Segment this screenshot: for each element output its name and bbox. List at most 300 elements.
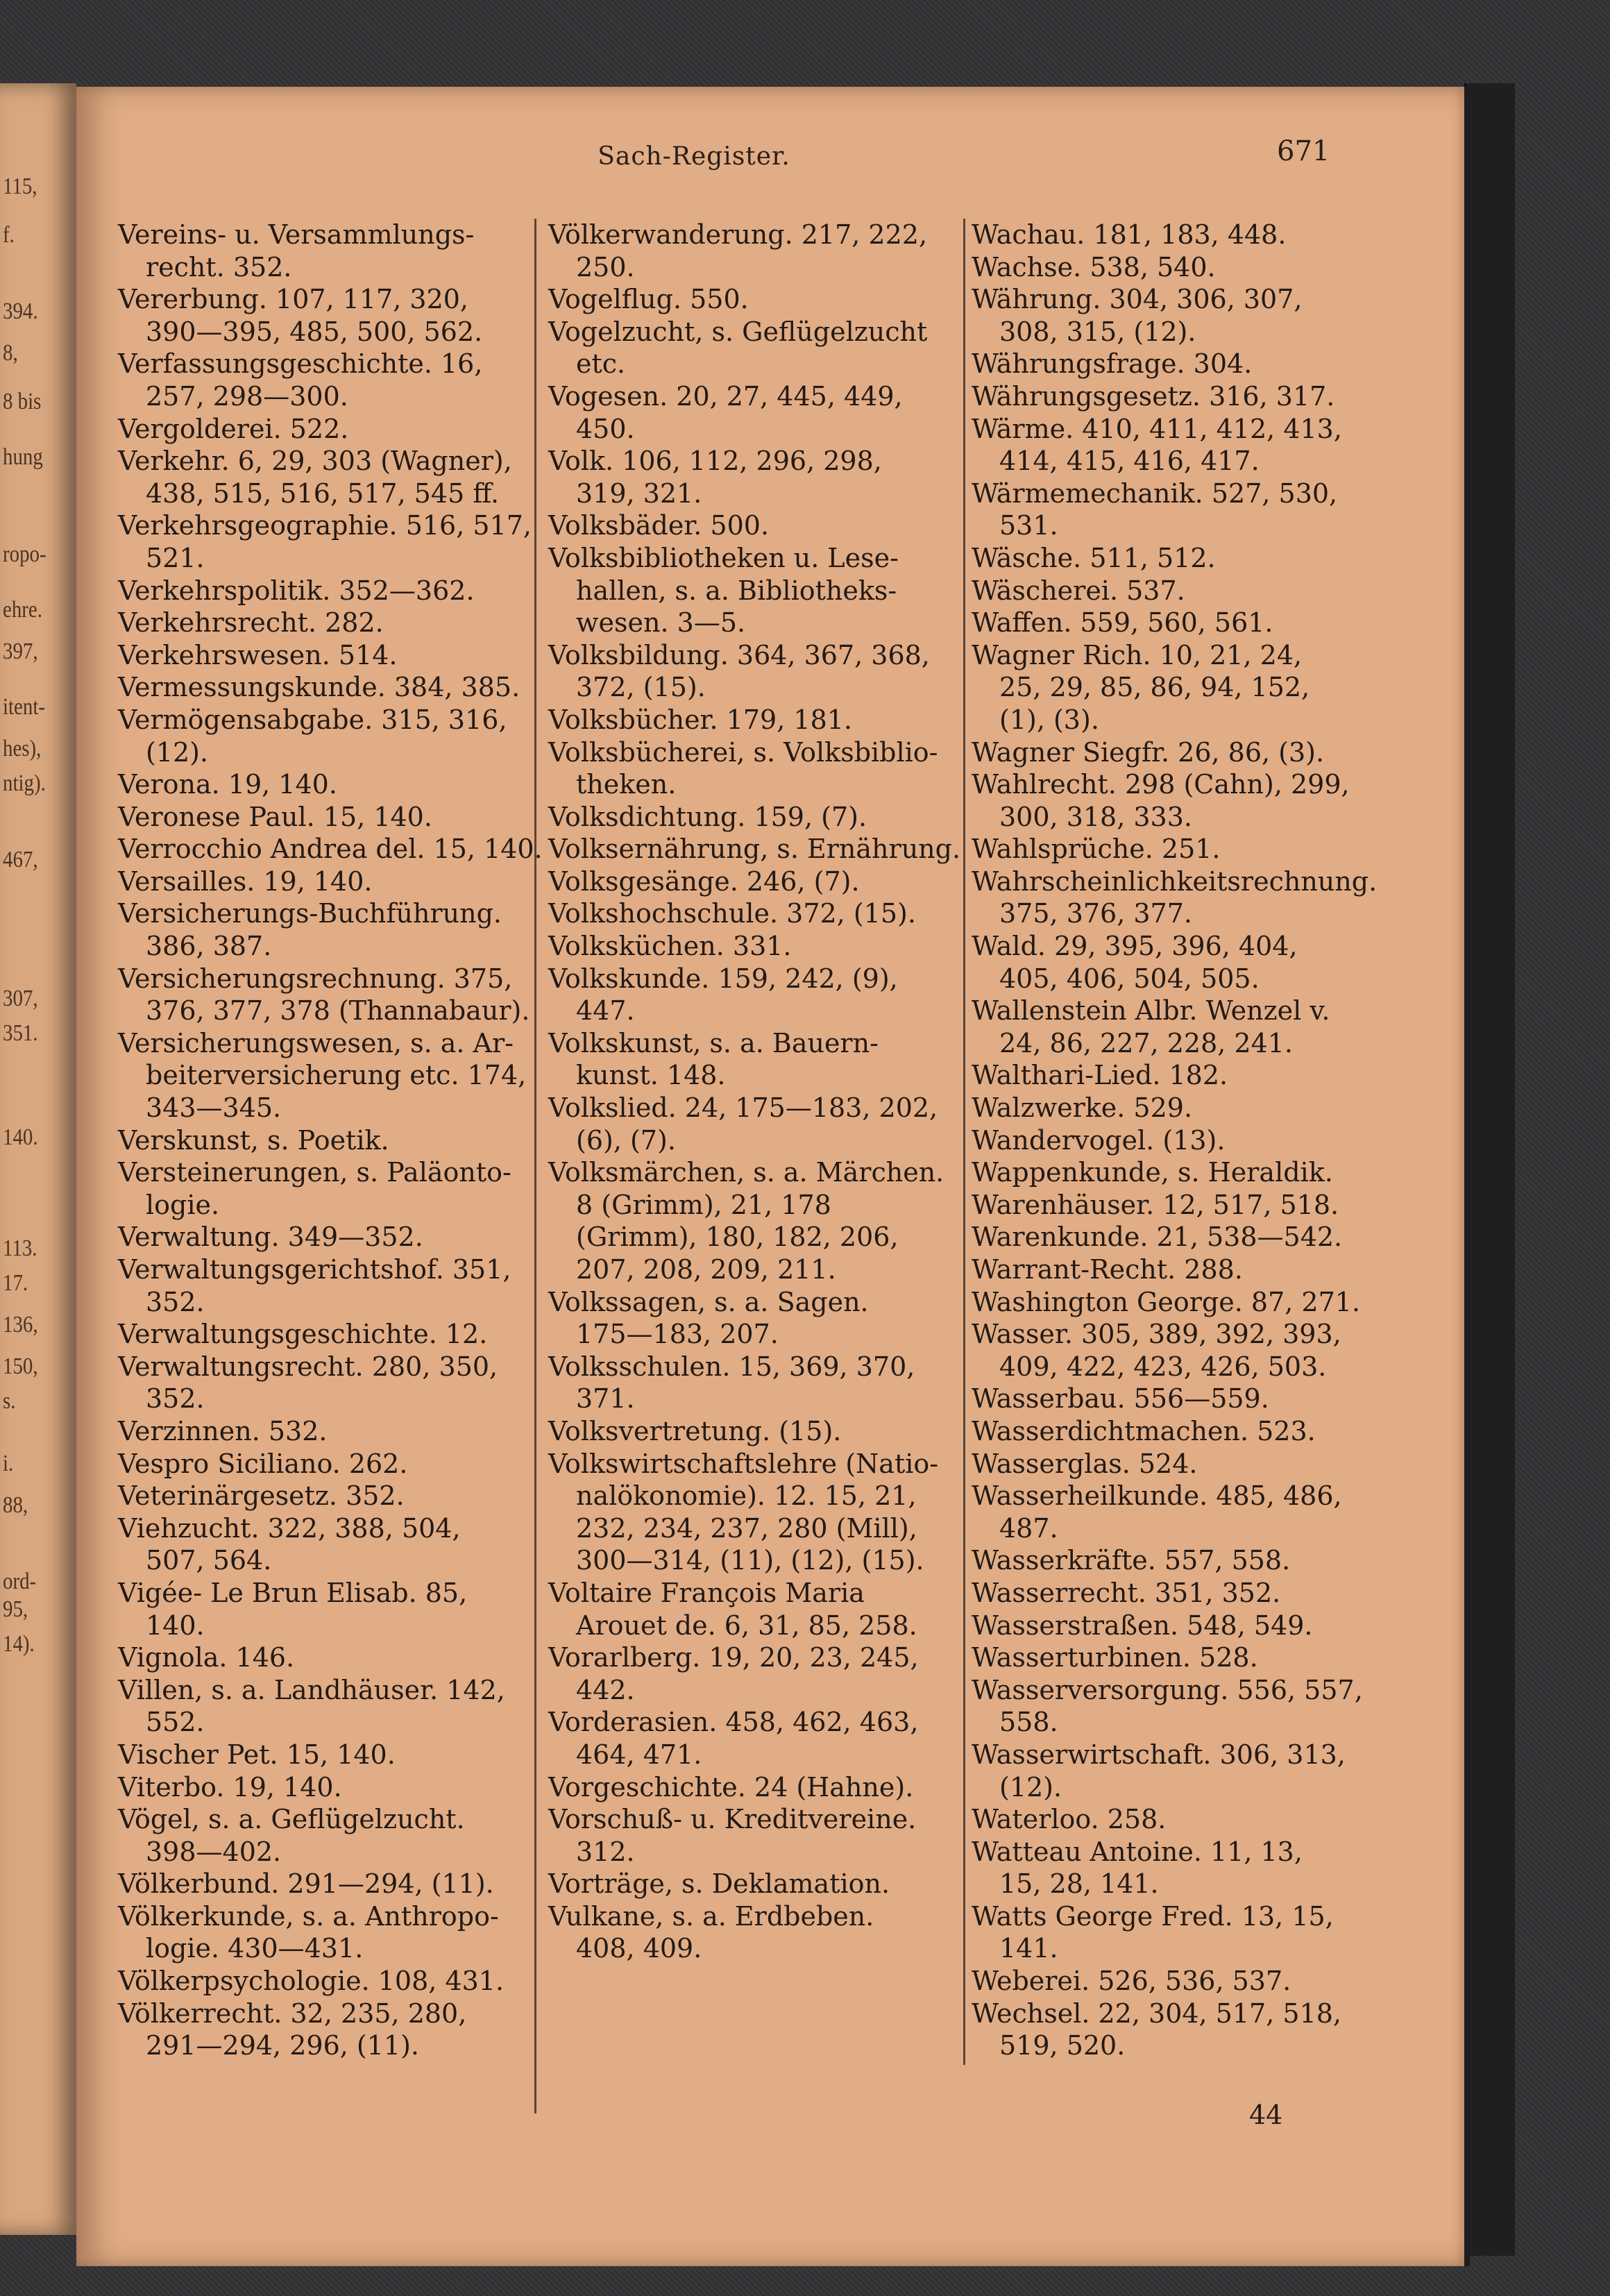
previous-page-fragment: 88, [3,1492,28,1518]
column-rule-right [963,219,965,2065]
index-entry-continuation: 319, 321. [576,478,702,509]
index-entry-term: Watteau Antoine. 11, 13, [972,1836,1303,1867]
index-entry-term: Verkehr. 6, 29, 303 (Wagner), [118,446,512,477]
index-entry-term: Vorderasien. 458, 462, 463, [548,1707,919,1738]
previous-page-fragment: 394. [3,298,38,324]
index-entry-continuation: 450. [576,413,635,444]
previous-page-fragment: 113. [3,1235,37,1261]
index-entry-term: Verkehrswesen. 514. [118,639,398,670]
index-entry [118,1512,604,1577]
index-entry-term: Weberei. 526, 536, 537. [972,1966,1291,1997]
index-entry-term: Währungsgesetz. 316, 317. [972,380,1335,412]
index-entry-term: Währung. 304, 306, 307, [972,284,1303,315]
previous-page-fragment: 307, [3,986,38,1011]
previous-page-fragment: 467, [3,847,38,872]
index-entry [972,251,1395,284]
index-entry [972,768,1395,833]
previous-page-fragment: 8, [3,340,18,366]
index-entry [118,1771,604,1804]
index-entry-term: Volksbücherei, s. Volksbiblio- [548,736,938,768]
index-entry [972,1641,1395,1674]
index-entry [972,1803,1395,1836]
index-entry [548,1027,951,1092]
index-entry-term: Volkssagen, s. a. Sagen. [548,1286,869,1317]
index-entry [972,1544,1395,1577]
index-entry [118,963,604,1027]
index-entry [118,1739,604,1771]
index-entry [118,671,604,704]
index-entry [972,1448,1395,1480]
index-entry [548,380,951,445]
index-entry [972,1415,1395,1448]
index-entry [972,283,1395,348]
previous-page-fragment: 8 bis [3,389,42,414]
index-entry-continuation: 207, 208, 209, 211. [576,1254,836,1285]
index-entry-term: Volkswirtschaftslehre (Natio- [548,1448,939,1479]
index-entry [118,639,604,672]
index-entry [118,866,604,898]
index-entry-term: Völkerbund. 291—294, (11). [118,1868,494,1900]
index-entry-term: Warenhäuser. 12, 517, 518. [972,1189,1339,1220]
index-entry [548,1706,951,1771]
index-entry-term: Versicherungsrechnung. 375, [118,963,513,994]
index-entry [118,1965,604,1998]
index-entry-term: Wahrscheinlichkeitsrechnung. [972,866,1378,897]
index-entry-continuation: 140. [146,1610,205,1641]
index-entry-term: Wahlrecht. 298 (Cahn), 299, [972,769,1350,800]
previous-page-fragment: ord- [3,1569,37,1594]
index-entry [548,509,951,542]
index-entry-continuation: 408, 409. [576,1933,702,1964]
index-entry-term: Viterbo. 19, 140. [118,1771,342,1803]
index-entry-continuation: wesen. 3—5. [576,607,746,639]
index-entry [548,930,951,963]
index-entry-term: Volksschulen. 15, 369, 370, [548,1351,915,1382]
index-entry [548,445,951,509]
index-entry-continuation: 175—183, 207. [576,1319,779,1350]
index-entry [548,1351,951,1415]
index-entry-term: Villen, s. a. Landhäuser. 142, [118,1674,505,1705]
index-entry-term: Verwaltungsgerichtshof. 351, [118,1254,511,1285]
index-entry [972,736,1395,769]
index-entry [118,1674,604,1739]
index-entry [972,1253,1395,1286]
index-entry-continuation: 558. [999,1707,1058,1738]
index-entry [548,1868,951,1900]
index-entry-term: Wäsche. 511, 512. [972,542,1216,573]
index-entry-continuation: kunst. 148. [576,1060,726,1091]
index-entry [972,1965,1395,1998]
index-entry [118,1318,604,1351]
index-entry-continuation: 25, 29, 85, 86, 94, 152, [999,672,1310,703]
index-entry [548,897,951,930]
index-column-3 [972,219,1395,2062]
index-entry-term: Warrant-Recht. 288. [972,1254,1243,1285]
index-entry [972,1124,1395,1157]
index-entry-continuation: (12). [146,736,209,768]
index-entry-continuation: 8 (Grimm), 21, 178 [576,1189,831,1220]
index-entry [548,1641,951,1706]
index-entry [972,348,1395,380]
index-entry-term: Wald. 29, 395, 396, 404, [972,931,1298,962]
index-entry [118,1351,604,1415]
index-entry [972,1739,1395,1803]
index-entry [972,380,1395,413]
index-entry [972,1674,1395,1739]
page-number: 671 [1277,135,1330,167]
index-entry [118,348,604,412]
index-entry-term: Volksbibliotheken u. Lese- [548,542,899,573]
previous-page-fragment: 14). [3,1631,35,1657]
index-entry [972,1900,1395,1965]
index-entry [118,1027,604,1124]
index-entry-term: Versicherungs-Buchführung. [118,898,502,929]
index-entry [118,607,604,639]
index-entry-term: Wasserkräfte. 557, 558. [972,1545,1291,1576]
index-entry [548,801,951,834]
index-entry-term: Vermögensabgabe. 315, 316, [118,704,507,735]
index-entry [548,1156,951,1285]
index-entry-continuation: (Grimm), 180, 182, 206, [576,1222,899,1253]
index-entry-term: Versteinerungen, s. Paläonto- [118,1157,511,1188]
index-entry [118,1480,604,1512]
index-entry-term: Waterloo. 258. [972,1804,1167,1835]
index-entry-continuation: 507, 564. [146,1545,272,1576]
index-entry [118,509,604,574]
index-entry [118,1577,604,1641]
index-entry-term: Wasser. 305, 389, 392, 393, [972,1319,1341,1350]
index-entry-continuation: 352. [146,1286,205,1317]
index-entry [118,1641,604,1674]
index-entry-continuation: 15, 28, 141. [999,1868,1159,1900]
index-entry-continuation: nalökonomie). 12. 15, 21, [576,1480,917,1512]
index-entry-term: Verfassungsgeschichte. 16, [118,348,483,380]
index-entry-term: Vogesen. 20, 27, 445, 449, [548,380,903,412]
index-entry-continuation: 312. [576,1836,635,1867]
index-entry-term: Verkehrsrecht. 282. [118,607,384,639]
previous-page-fragment: s. [3,1388,16,1414]
index-entry [548,1092,951,1156]
index-entry-continuation: 464, 471. [576,1739,702,1770]
index-entry [118,768,604,801]
index-entry-term: Wappenkunde, s. Heraldik. [972,1157,1333,1188]
index-entry-term: Washington George. 87, 271. [972,1286,1361,1317]
index-entry-term: Volkslied. 24, 175—183, 202, [548,1092,938,1124]
index-entry-term: Volksbildung. 364, 367, 368, [548,639,930,670]
index-entry [972,478,1395,542]
previous-page-fragment: ntig). [3,770,46,796]
index-entry-term: Volksbäder. 500. [548,510,770,541]
index-entry [548,639,951,704]
index-entry [972,1092,1395,1124]
index-entry [548,1415,951,1448]
index-entry [118,1448,604,1480]
index-entry [548,963,951,1027]
index-entry-term: Volkskunde. 159, 242, (9), [548,963,898,994]
index-entry [548,1771,951,1804]
index-entry [972,1189,1395,1222]
index-entry-term: Wandervogel. (13). [972,1124,1226,1156]
index-entry-term: Volksbücher. 179, 181. [548,704,853,735]
index-entry [118,1868,604,1900]
index-column-1 [118,219,604,2062]
index-entry-term: Volksdichtung. 159, (7). [548,801,867,832]
index-entry-term: Vogelzucht, s. Geflügelzucht [548,316,928,347]
index-entry [118,833,604,866]
index-page [76,87,1464,2266]
signature-mark: 44 [1249,2100,1283,2130]
index-entry-term: Versailles. 19, 140. [118,866,373,897]
index-entry-continuation: Arouet de. 6, 31, 85, 258. [576,1610,917,1641]
index-entry [972,1577,1395,1610]
index-entry-term: Watts George Fred. 13, 15, [972,1900,1334,1932]
index-entry-term: Wasserstraßen. 548, 549. [972,1610,1313,1641]
index-entry-term: Vererbung. 107, 117, 320, [118,284,469,315]
index-entry-continuation: 24, 86, 227, 228, 241. [999,1027,1294,1058]
index-entry-term: Wahlsprüche. 251. [972,834,1221,865]
index-entry-term: Vermessungskunde. 384, 385. [118,672,520,703]
index-entry-term: Voltaire François Maria [548,1577,865,1608]
index-entry-term: Volk. 106, 112, 296, 298, [548,446,882,477]
index-entry-term: Völkerrecht. 32, 235, 280, [118,1998,467,2029]
index-entry-continuation: beiterversicherung etc. 174, [146,1060,527,1091]
index-entry-continuation: (12). [999,1771,1062,1803]
index-entry [972,1383,1395,1415]
index-entry [118,1415,604,1448]
index-entry [972,1286,1395,1319]
index-entry-term: Walzwerke. 529. [972,1092,1193,1124]
index-entry [548,704,951,736]
index-entry-continuation: hallen, s. a. Bibliotheks- [576,575,897,606]
index-entry [118,897,604,962]
index-entry-term: Vorschuß- u. Kreditvereine. [548,1804,917,1835]
index-entry-term: Wasserglas. 524. [972,1448,1198,1479]
index-entry-term: Volksmärchen, s. a. Märchen. [548,1157,944,1188]
index-entry [972,1221,1395,1253]
previous-page-fragment: ehre. [3,597,42,623]
index-entry [972,639,1395,736]
previous-page-fragment: ropo- [3,541,46,567]
index-entry-term: Wärme. 410, 411, 412, 413, [972,413,1342,444]
index-entry [972,1059,1395,1092]
index-entry-continuation: 352. [146,1383,205,1415]
previous-page-fragment: i. [3,1451,14,1476]
index-entry [972,1318,1395,1383]
index-entry [548,1448,951,1577]
index-entry [118,1803,604,1868]
index-entry-continuation: 250. [576,251,635,282]
previous-page-fragment: 397, [3,639,38,664]
index-entry-term: Völkerpsychologie. 108, 431. [118,1966,505,1997]
index-entry-continuation: 141. [999,1933,1058,1964]
index-entry [972,542,1395,575]
index-entry [972,1998,1395,2062]
index-entry-continuation: 390—395, 485, 500, 562. [146,316,483,347]
previous-page-fragment: f. [3,222,15,248]
index-entry-continuation: 300—314, (11), (12), (15). [576,1545,924,1576]
index-entry-continuation: 405, 406, 504, 505. [999,963,1260,994]
previous-page-fragment: itent- [3,694,46,720]
index-entry-continuation: 447. [576,995,635,1027]
previous-page-edge [0,83,76,2235]
index-entry-continuation: 442. [576,1674,635,1705]
index-entry-term: Verwaltung. 349—352. [118,1222,423,1253]
index-entry [118,413,604,446]
index-entry-term: Verzinnen. 532. [118,1415,328,1446]
index-entry-term: Wäscherei. 537. [972,575,1185,606]
index-entry-continuation: 438, 515, 516, 517, 545 ff. [146,478,500,509]
index-entry [972,607,1395,639]
index-entry-term: Volkskunst, s. a. Bauern- [548,1027,879,1058]
index-entry [972,413,1395,478]
index-entry [118,1998,604,2062]
index-entry-continuation: 521. [146,542,205,573]
index-entry-term: Waffen. 559, 560, 561. [972,607,1273,639]
index-entry-continuation: 409, 422, 423, 426, 503. [999,1351,1327,1382]
index-entry-continuation: 257, 298—300. [146,380,348,412]
index-entry-term: Veronese Paul. 15, 140. [118,801,432,832]
index-entry-term: Wasserwirtschaft. 306, 313, [972,1739,1346,1770]
index-entry-term: Vignola. 146. [118,1642,295,1673]
index-entry [972,1480,1395,1544]
previous-page-fragment: 351. [3,1020,38,1046]
index-entry-continuation: 519, 520. [999,2030,1126,2061]
index-entry-term: Wechsel. 22, 304, 517, 518, [972,1998,1342,2029]
index-entry-continuation: (1), (3). [999,704,1099,735]
index-entry-continuation: (6), (7). [576,1124,676,1156]
index-entry [548,866,951,898]
index-entry [548,219,951,283]
index-entry-continuation: 398—402. [146,1836,282,1867]
index-entry-term: Völkerwanderung. 217, 222, [548,219,928,250]
index-entry-term: Verona. 19, 140. [118,769,337,800]
index-entry-term: Verrocchio Andrea del. 15, 140. [118,834,543,865]
index-entry [972,575,1395,607]
index-entry-continuation: 371. [576,1383,635,1415]
index-entry [118,283,604,348]
index-entry-term: Verkehrspolitik. 352—362. [118,575,475,606]
index-entry-term: Vorarlberg. 19, 20, 23, 245, [548,1642,919,1673]
index-entry [972,930,1395,995]
index-entry-term: Wagner Siegfr. 26, 86, (3). [972,736,1325,768]
index-entry-term: Volksgesänge. 246, (7). [548,866,860,897]
index-entry-continuation: 386, 387. [146,931,272,962]
index-entry [972,219,1395,251]
index-entry [972,1156,1395,1189]
index-entry-term: Vulkane, s. a. Erdbeben. [548,1900,874,1932]
index-entry-term: Wasserheilkunde. 485, 486, [972,1480,1342,1512]
previous-page-fragment: hung [3,444,43,470]
index-entry [548,542,951,639]
index-entry-continuation: 531. [999,510,1058,541]
index-entry-term: Vereins- u. Versammlungs- [118,219,475,250]
previous-page-fragment: 17. [3,1270,28,1296]
index-entry-term: Volksvertretung. (15). [548,1415,842,1446]
index-entry-term: Wasserdichtmachen. 523. [972,1415,1316,1446]
index-entry-term: Volksernährung, s. Ernährung. [548,834,961,865]
index-entry [548,283,951,316]
index-entry-continuation: 375, 376, 377. [999,898,1192,929]
index-entry [548,1577,951,1641]
index-entry-continuation: theken. [576,769,677,800]
index-entry-term: Verskunst, s. Poetik. [118,1124,389,1156]
index-entry-term: Wasserturbinen. 528. [972,1642,1258,1673]
index-entry-continuation: 308, 315, (12). [999,316,1196,347]
index-entry [118,1900,604,1965]
index-entry [118,1253,604,1318]
previous-page-fragment: hes), [3,736,42,761]
index-entry-continuation: 372, (15). [576,672,706,703]
index-entry [118,1156,604,1221]
index-entry-continuation: 300, 318, 333. [999,801,1192,832]
index-entry [118,575,604,607]
index-entry [548,833,961,866]
index-entry [118,704,604,768]
index-entry-term: Wallenstein Albr. Wenzel v. [972,995,1330,1027]
previous-page-fragment: 150, [3,1353,38,1379]
index-entry-term: Viehzucht. 322, 388, 504, [118,1512,461,1544]
index-entry-term: Wasserbau. 556—559. [972,1383,1269,1415]
index-entry-continuation: 376, 377, 378 (Thannabaur). [146,995,530,1027]
index-entry [118,1221,604,1253]
index-entry-term: Vorgeschichte. 24 (Hahne). [548,1771,914,1803]
index-column-2 [548,219,961,1965]
index-entry-continuation: etc. [576,348,626,380]
index-entry-term: Wagner Rich. 10, 21, 24, [972,639,1303,670]
previous-page-fragment: 115, [3,174,37,199]
index-entry [548,1286,951,1351]
index-entry-term: Vogelflug. 550. [548,284,749,315]
index-entry-continuation: logie. [146,1189,220,1220]
index-entry-term: Völkerkunde, s. a. Anthropo- [118,1900,499,1932]
index-entry-term: Vögel, s. a. Geflügelzucht. [118,1804,465,1835]
index-entry-term: Versicherungswesen, s. a. Ar- [118,1027,514,1058]
index-entry-continuation: 291—294, 296, (11). [146,2030,419,2061]
index-entry-term: Wärmemechanik. 527, 530, [972,478,1338,509]
index-entry-term: Veterinärgesetz. 352. [118,1480,405,1512]
index-entry-term: Vischer Pet. 15, 140. [118,1739,396,1770]
index-entry-term: Wachau. 181, 183, 448. [972,219,1287,250]
previous-page-fragment: 136, [3,1312,38,1337]
index-entry-term: Volkshochschule. 372, (15). [548,898,916,929]
index-entry-term: Volksküchen. 331. [548,931,792,962]
index-entry-term: Verwaltungsgeschichte. 12. [118,1319,488,1350]
index-entry-term: Wasserrecht. 351, 352. [972,1577,1281,1608]
index-entry [548,1900,951,1965]
index-entry [972,995,1395,1059]
index-entry [118,1124,604,1157]
index-entry-continuation: 232, 234, 237, 280 (Mill), [576,1512,917,1544]
index-entry-continuation: logie. 430—431. [146,1933,364,1964]
index-entry-term: Vergolderei. 522. [118,413,349,444]
index-entry [548,736,951,801]
index-entry-continuation: 552. [146,1707,205,1738]
index-entry-term: Währungsfrage. 304. [972,348,1253,380]
index-entry-continuation: 414, 415, 416, 417. [999,446,1260,477]
index-entry [118,445,604,509]
previous-page-fragment: 140. [3,1124,38,1150]
index-entry [548,1803,951,1868]
index-entry-term: Vigée- Le Brun Elisab. 85, [118,1577,468,1608]
index-entry-continuation: 343—345. [146,1092,282,1124]
index-entry-term: Wachse. 538, 540. [972,251,1216,282]
index-entry-term: Walthari-Lied. 182. [972,1060,1228,1091]
index-entry-term: Warenkunde. 21, 538—542. [972,1222,1343,1253]
cover-edge [1464,83,1515,2256]
index-entry-term: Wasserversorgung. 556, 557, [972,1674,1363,1705]
page-title: Sach-Register. [598,142,790,171]
index-entry-term: Verwaltungsrecht. 280, 350, [118,1351,498,1382]
